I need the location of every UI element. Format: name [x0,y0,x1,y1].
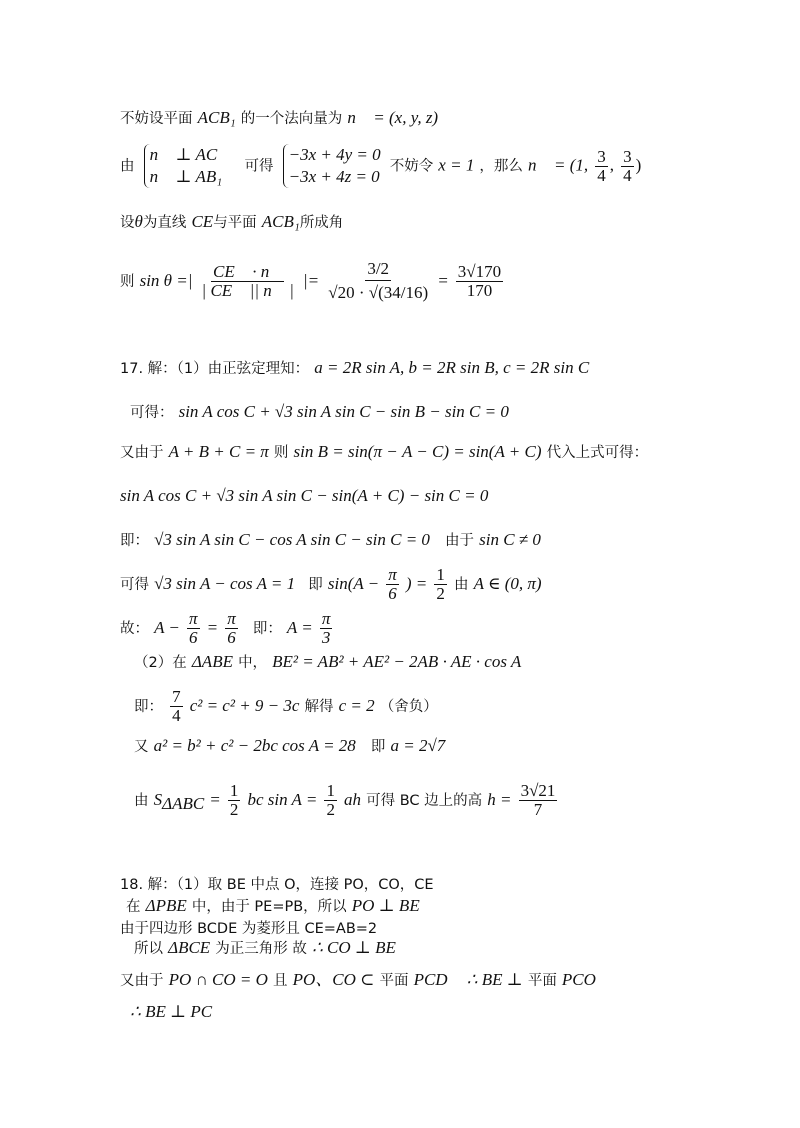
q17-header: 17. 解：（1）由正弦定理知： a = 2R sin A, b = 2R sin B, c = 2R sin C [120,358,590,377]
line-7: 又由于 A + B + C = π 则 sin B = sin(π − A − C) = sin(A + C) 代入上式可得： [120,442,649,461]
fraction: $\frac{\pi}{6}$ [227,609,236,647]
fraction: $\frac{3√170}{170}$ [457,262,502,300]
fraction: $\frac{1}{2}$ [229,781,239,819]
line-18: 由于四边形 BCDE 为菱形且 CE=AB=2 [120,921,378,937]
line-10: 可得 √3 sin A − cos A = 1 即 sin(A − $\frac{\pi}{6}$ ) = $\frac{1}{2}$ 由 A ∈ (0, π) [120,565,542,603]
line-6: 可得： sin A cos C + √3 sin A sin C − sin B − sin C = 0 [130,402,509,421]
line-8: sin A cos C + √3 sin A sin C − sin(A + C) − sin C = 0 [120,486,489,505]
line-20: 又由于 PO ∩ CO = O 且 PO、CO ⊂ 平面 PCD ∴ BE ⊥ 平面 PCO [120,970,596,989]
line-sin-theta: 则 sin θ =| $\frac{CE⃗ \cdot n⃗}{| CE⃗ || n⃗ |}$ |= $\frac{3/2}{√20 \cdot √(34/16)}$ = $\frac{3√170}{170}$ [120,258,505,305]
line-11: 故： A − $\frac{\pi}{6}$ = $\frac{\pi}{6}$ 即： A = $\frac{\pi}{3}$ [120,609,331,647]
equation-brace: −3x + 4y = 0 −3x + 4z = 0 [283,144,381,188]
line-system: 由 n⃗ ⊥ AC⃗ n⃗ ⊥ AB₁⃗ 可得 −3x + 4y = 0 −3x + 4z = 0 不妨令 x = 1 ，那么 n⃗ = (1, $\frac{3}{4}$ , $\frac{3}{4}$ ) [120,145,642,186]
fraction: $\frac{CE⃗ \cdot n⃗}{| CE⃗ || n⃗ |}$ [201,262,294,300]
fraction: $\frac{1}{2}$ [436,565,445,603]
fraction: $\frac{3}{4}$ [597,146,606,185]
line-angle-def: 设θ为直线 CE与平面 ACB₁所成角 [120,212,344,231]
fraction: $\frac{\pi}{6}$ [189,609,198,647]
line-19: 所以 ΔBCE 为正三角形 故 ∴ CO ⊥ BE [134,938,396,957]
line-15: 由 $S_{\Delta ABC}$ = $\frac{1}{2}$ bc sin A = $\frac{1}{2}$ ah 可得 BC 边上的高 h = $\frac{3√21}{7}$ [134,781,556,819]
q18-header: 18. 解：（1）取 BE 中点 O，连接 PO，CO，CE [120,877,434,893]
condition-brace: n⃗ ⊥ AC⃗ n⃗ ⊥ AB₁⃗ [144,144,236,188]
line-21: ∴ BE ⊥ PC [130,1002,213,1021]
fraction: $\frac{3/2}{√20 \cdot √(34/16)}$ [328,259,429,302]
fraction: $\frac{3}{4}$ [623,146,632,185]
fraction: $\frac{1}{2}$ [326,781,335,819]
line-17: 在 ΔPBE 中，由于 PE=PB，所以 PO ⊥ BE [126,896,420,915]
line-9: 即： √3 sin A sin C − cos A sin C − sin C = 0 由于 sin C ≠ 0 [120,530,541,549]
fraction: $\frac{\pi}{3}$ [321,609,331,647]
fraction: $\frac{7}{4}$ [172,687,181,725]
fraction: $\frac{3√21}{7}$ [520,781,556,819]
fraction: $\frac{\pi}{6}$ [388,565,397,603]
line-12: （2）在 ΔABE 中， BE² = AB² + AE² − 2AB · AE · cos A [134,652,522,671]
line-13: 即： $\frac{7}{4}$ c² = c² + 9 − 3c 解得 c = 2 （舍负） [134,687,438,725]
line-normal-vector: 不妨设平面 ACB₁ 的一个法向量为 n⃗ = (x, y, z) [120,108,439,127]
line-14: 又 a² = b² + c² − 2bc cos A = 28 即 a = 2√7 [134,736,446,755]
